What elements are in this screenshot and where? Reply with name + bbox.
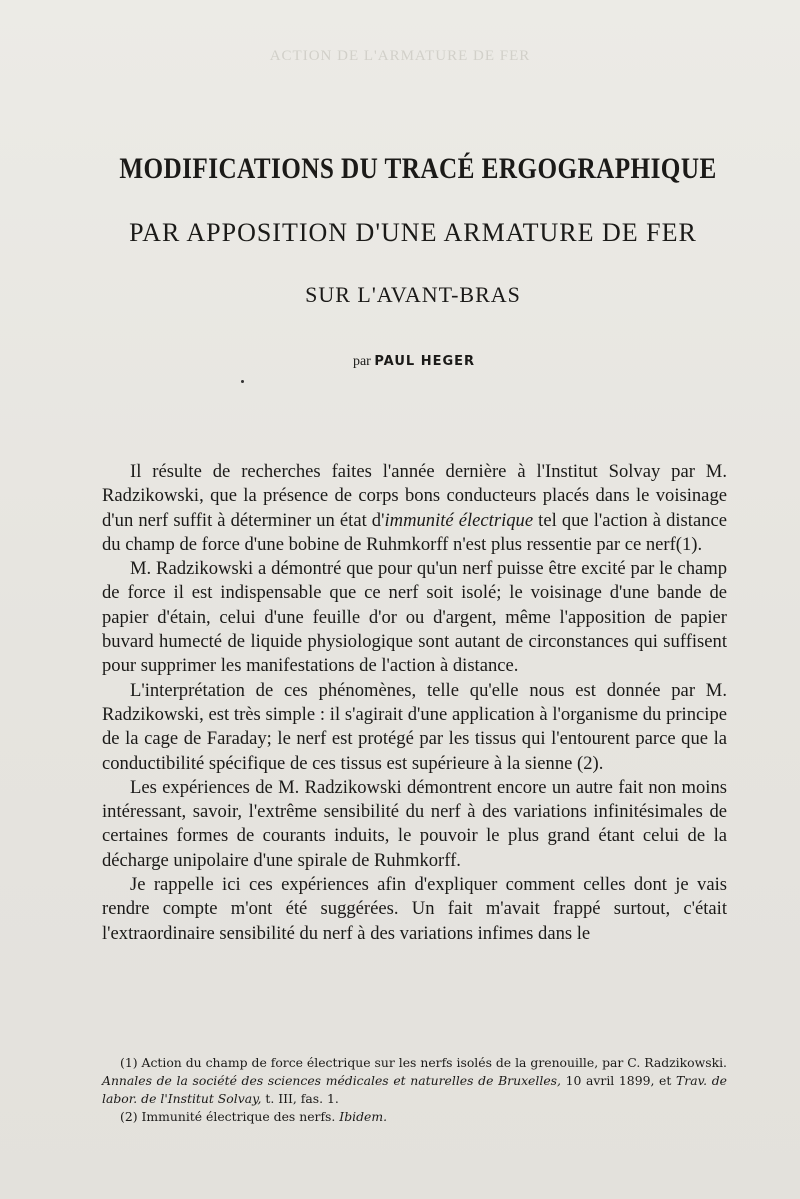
paragraph-2: M. Radzikowski a démontré que pour qu'un nerf puisse être excité par le champ de force il est indispensable que ce nerf soit isolé; le voisinage d'une bande de papier d'étain, celui d'une feuille d'or ou d'argent, même l'apposition de papier buvard humecté de liquide physiologique sont autant de circonstances qui suffisent pour supprimer les manifestations de l'action à distance. [102,558,727,677]
paragraph-1 [102,460,727,557]
paragraph-1-text-a: Il résulte de recherches faites l'année dernière à l'Institut Solvay par M. Radzikowski, que la présence de corps bons conducteurs placés dans le voisinage d'un nerf suffit à déterminer un état d' [102,461,727,531]
paragraph-4: Les expériences de M. Radzikowski démontrent encore un autre fait non moins intéressant, savoir, l'extrême sensibilité du nerf à des variations infinitésimales de certaines formes de courants induits, le pouvoir le plus grand étant celui de la décharge unipolaire d'une spirale de Ruhmkorff. [102,776,727,871]
body-text [102,460,727,946]
footnote-1-text-a: (1) Action du champ de force électrique sur les nerfs isolés de la grenouille, par C. Radzikowski. [120,1055,727,1070]
footnotes [102,1054,727,1126]
footnote-1-text-b: 10 avril 1899, et [560,1073,677,1088]
footnote-1-text-c: t. III, fas. 1. [261,1091,339,1106]
footnote-2-ibidem: Ibidem. [339,1109,388,1124]
footnote-1-journal: Annales de la société des sciences médicales et naturelles de Bruxelles, [102,1073,561,1088]
paragraph-3: L'interprétation de ces phénomènes, telle qu'elle nous est donnée par M. Radzikowski, est très simple : il s'agirait d'une application à l'organisme du principe de la cage de Faraday; le nerf est protégé par les tissus qui l'entourent parce que la conductibilité spécifique de ces tissus est supérieure à la sienne (2). [102,679,727,774]
title-line-3: SUR L'AVANT-BRAS [305,282,521,307]
footnote-1-travaux: Trav. de labor. de l'Institut Solvay, [102,1073,727,1106]
footnote-1 [102,1054,727,1108]
author-name: PAUL HEGER [374,354,476,369]
footnote-2 [102,1108,727,1126]
title-line-1: MODIFICATIONS DU TRACÉ ERGOGRAPHIQUE [119,152,717,185]
paragraph-1-text-b: tel que l'action à distance du champ de force d'une bobine de Ruhmkorff n'est plus ressentie par ce nerf(1). [102,509,728,555]
byline-prefix: par [352,354,371,369]
bleed-through-running-header: ACTION DE L'ARMATURE DE FER [269,48,531,64]
footnote-2-text: (2) Immunité électrique des nerfs. [120,1109,340,1124]
paragraph-1-emphasis: immunité électrique [384,509,534,531]
title-line-2: PAR APPOSITION D'UNE ARMATURE DE FER [129,218,697,247]
ink-speck [241,380,244,383]
byline [0,354,800,370]
paragraph-5: Je rappelle ici ces expériences afin d'expliquer comment celles dont je vais rendre compte m'ont été suggérées. Un fait m'avait frappé surtout, c'était l'extraordinaire sensibilité du nerf à des variations infimes dans le [102,874,727,944]
